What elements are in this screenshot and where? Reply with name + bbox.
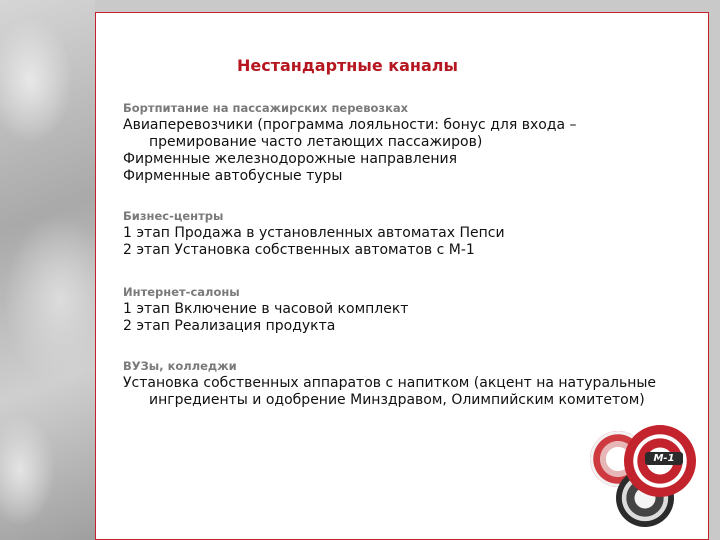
leaf-background <box>0 0 95 540</box>
m1-logo-text: M-1 <box>645 452 683 465</box>
section-business-centers <box>123 209 683 259</box>
section-heading: Бизнес-центры <box>123 209 224 223</box>
list-item: 2 этап Установка собственных автоматов с М-1 <box>123 242 475 258</box>
section-inflight-catering <box>123 101 683 185</box>
list-item: Установка собственных аппаратов с напитком (акцент на натуральные ингредиенты и одобрение Минздравом, Олимпийским комитетом) <box>123 375 657 408</box>
brand-badges <box>590 425 702 533</box>
list-item: Фирменные железнодорожные направления <box>123 151 458 167</box>
list-item: 1 этап Включение в часовой комплект <box>123 301 409 317</box>
list-item: 2 этап Реализация продукта <box>123 318 336 334</box>
section-heading: Бортпитание на пассажирских перевозках <box>123 101 409 115</box>
list-item: Авиаперевозчики (программа лояльности: бонус для входа – премирование часто летающих пассажиров) <box>123 117 577 150</box>
section-universities <box>123 359 683 409</box>
section-internet-cafes <box>123 285 683 335</box>
list-item: Фирменные автобусные туры <box>123 168 343 184</box>
section-heading: ВУЗы, колледжи <box>123 359 237 373</box>
section-heading: Интернет-салоны <box>123 285 240 299</box>
list-item: 1 этап Продажа в установленных автоматах Пепси <box>123 225 505 241</box>
slide-title: Нестандартные каналы <box>237 56 458 75</box>
